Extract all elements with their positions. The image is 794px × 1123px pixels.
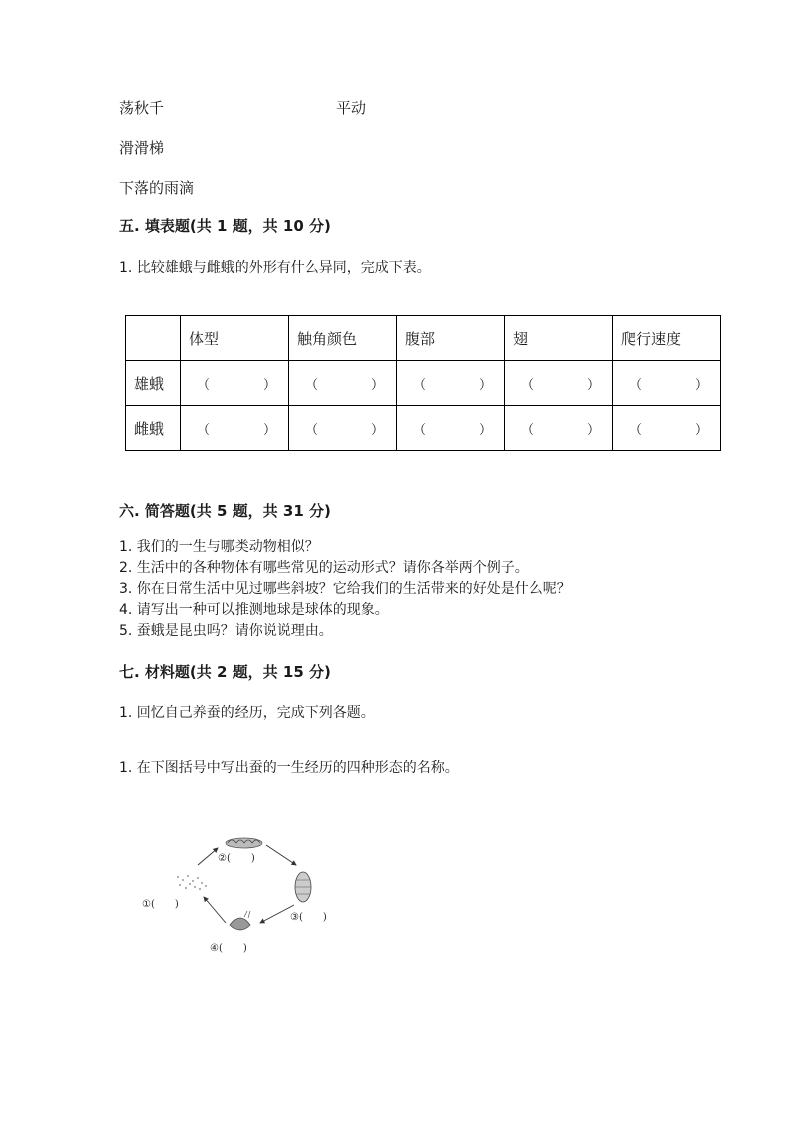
section7-question1: 1. 回忆自己养蚕的经历，完成下列各题。 [119, 705, 375, 721]
arrow-egg-to-larva [198, 848, 218, 865]
list-item: 4. 请写出一种可以推测地球是球体的现象。 [119, 602, 389, 618]
table-header-cell: 翅 [505, 316, 613, 361]
section6-question-list [119, 537, 571, 642]
table-header-cell: 体型 [181, 316, 289, 361]
paren-open: （ [629, 422, 643, 438]
silkworm-lifecycle-diagram [140, 825, 360, 960]
list-item: 2. 生活中的各种物体有哪些常见的运动形式？请你各举两个例子。 [119, 560, 529, 576]
paren-close: ） [262, 422, 276, 438]
stage-label-4: ④( ) [210, 943, 247, 954]
paren-open: （ [197, 422, 211, 438]
answer-blank[interactable] [505, 361, 613, 406]
answer-blank[interactable] [505, 406, 613, 451]
paren-close: ） [694, 377, 708, 393]
comparison-table [125, 315, 721, 451]
table-header-cell: 爬行速度 [613, 316, 721, 361]
paren-open: （ [413, 377, 427, 393]
stage-label-1: ①( ) [142, 899, 179, 910]
paren-close: ） [478, 377, 492, 393]
larva-illustration [226, 838, 262, 848]
arrow-moth-to-egg [204, 897, 226, 923]
paren-open: （ [521, 377, 535, 393]
paren-open: （ [521, 422, 535, 438]
item-raindrop: 下落的雨滴 [119, 179, 195, 197]
moth-illustration [230, 911, 250, 930]
section7-heading: 七. 材料题(共 2 题，共 15 分) [119, 663, 331, 681]
item-slide: 滑滑梯 [119, 139, 165, 157]
answer-blank[interactable] [613, 406, 721, 451]
row-label: 雌蛾 [126, 406, 181, 451]
paren-close: ） [694, 422, 708, 438]
paren-close: ） [370, 377, 384, 393]
table-header-row [126, 316, 721, 361]
section7-question2: 1. 在下图括号中写出蚕的一生经历的四种形态的名称。 [119, 760, 459, 776]
answer-blank[interactable] [289, 406, 397, 451]
paren-close: ） [586, 422, 600, 438]
paren-open: （ [197, 377, 211, 393]
answer-blank[interactable] [289, 361, 397, 406]
stage-label-2: ②( ) [218, 853, 255, 864]
answer-blank[interactable] [613, 361, 721, 406]
arrow-pupa-to-moth [260, 905, 294, 923]
item-translation: 平动 [336, 99, 367, 117]
paren-open: （ [305, 377, 319, 393]
paren-open: （ [413, 422, 427, 438]
eggs-illustration [177, 875, 207, 890]
section5-heading: 五. 填表题(共 1 题，共 10 分) [119, 217, 331, 235]
paren-open: （ [305, 422, 319, 438]
pupa-illustration [295, 872, 311, 902]
table-header-cell: 触角颜色 [289, 316, 397, 361]
paren-close: ） [262, 377, 276, 393]
table-row [126, 406, 721, 451]
answer-blank[interactable] [181, 406, 289, 451]
table-header-cell [126, 316, 181, 361]
list-item: 5. 蚕蛾是昆虫吗？请你说说理由。 [119, 623, 333, 639]
answer-blank[interactable] [181, 361, 289, 406]
answer-blank[interactable] [397, 361, 505, 406]
table-header-cell: 腹部 [397, 316, 505, 361]
stage-label-3: ③( ) [290, 912, 327, 923]
list-item: 3. 你在日常生活中见过哪些斜坡？它给我们的生活带来的好处是什么呢？ [119, 581, 571, 597]
table-row [126, 361, 721, 406]
row-label: 雄蛾 [126, 361, 181, 406]
list-item: 1. 我们的一生与哪类动物相似？ [119, 539, 319, 555]
answer-blank[interactable] [397, 406, 505, 451]
paren-close: ） [586, 377, 600, 393]
item-swing: 荡秋千 [119, 99, 165, 117]
paren-close: ） [370, 422, 384, 438]
paren-open: （ [629, 377, 643, 393]
section5-question: 1. 比较雄蛾与雌蛾的外形有什么异同，完成下表。 [119, 260, 431, 276]
arrow-larva-to-pupa [266, 845, 296, 865]
paren-close: ） [478, 422, 492, 438]
section6-heading: 六. 简答题(共 5 题，共 31 分) [119, 502, 331, 520]
